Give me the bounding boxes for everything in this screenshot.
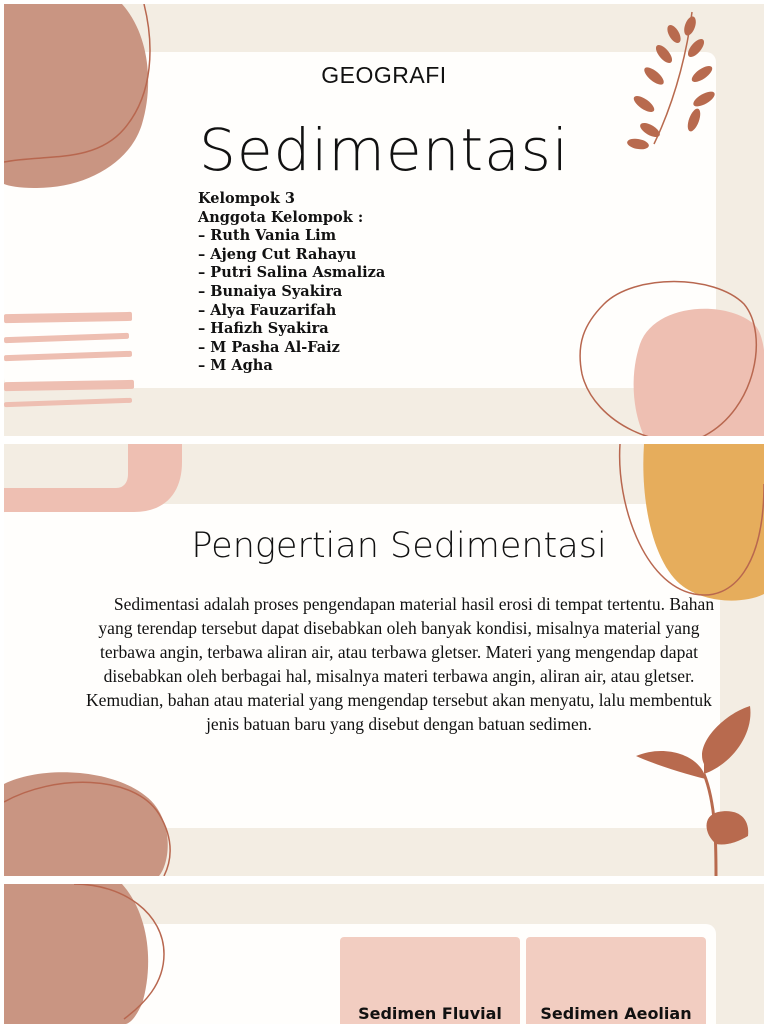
category-label: Sedimen Aeolian (540, 1004, 692, 1023)
definition-text: Sedimentasi adalah proses pengendapan material hasil erosi di tempat tertentu. Bahan yang terendap tersebut dapat disebabkan oleh banyak kondisi, misalnya material yang terbawa angin, terbawa aliran air, atau terbawa gletser. Materi yang mengendap dapat disebabkan oleh berbagai hal, misalnya materi terbawa angin, aliran air, atau gletser. Kemudian, bahan atau material yang mengendap tersebut akan menyatu, lalu membentuk jenis batuan baru yang disebut dengan batuan sedimen. (86, 594, 715, 734)
slide-types (4, 884, 764, 1024)
subject-label: GEOGRAFI (321, 62, 447, 88)
section-title: Pengertian Sedimentasi (191, 526, 607, 566)
definition-paragraph (74, 592, 724, 736)
member-item: – Bunaiya Syakira (198, 282, 343, 300)
group-info (198, 190, 385, 376)
page-title: Sedimentasi (199, 116, 569, 184)
member-item: – M Pasha Al-Faiz (198, 338, 340, 356)
blob-shape (4, 884, 148, 1024)
member-item: – Putri Salina Asmaliza (198, 264, 386, 282)
group-name: Kelompok 3 (198, 190, 296, 207)
slide-title (4, 4, 764, 436)
member-item: – Ajeng Cut Rahayu (198, 245, 357, 263)
members-heading: Anggota Kelompok : (198, 208, 364, 226)
member-item: – Alya Fauzarifah (198, 301, 337, 319)
member-item: – Hafizh Syakira (198, 320, 329, 338)
member-item: – M Agha (198, 357, 273, 375)
category-label: Sedimen Fluvial (358, 1004, 502, 1023)
slide-definition (4, 444, 764, 876)
member-item: – Ruth Vania Lim (198, 227, 337, 245)
